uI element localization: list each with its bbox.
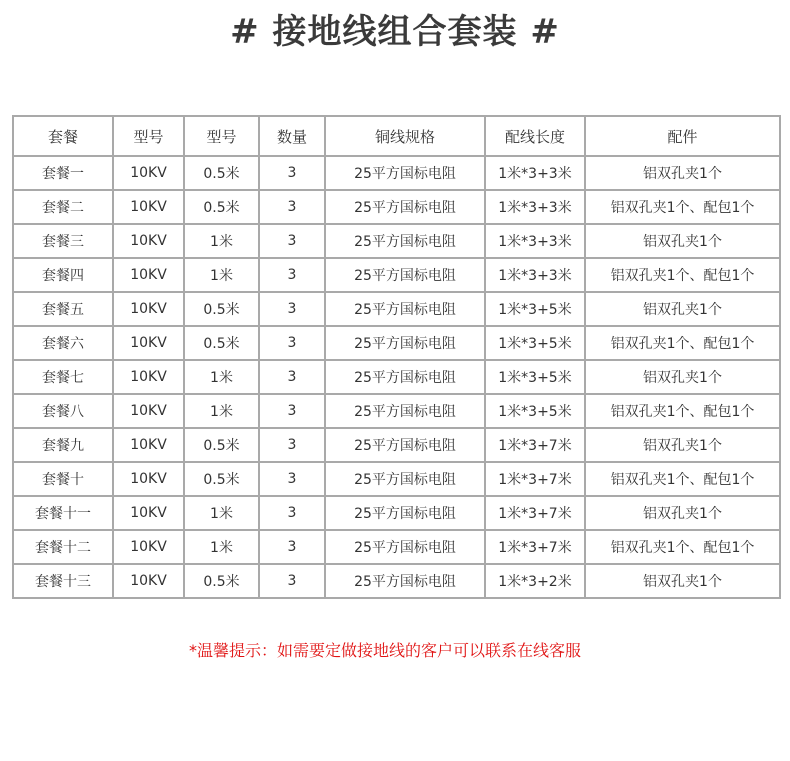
cell-package-name: 套餐九	[13, 428, 113, 462]
cell-wire-length: 1米*3+3米	[485, 190, 585, 224]
cell-package-name: 套餐十二	[13, 530, 113, 564]
cell-copper-spec: 25平方国标电阻	[325, 156, 485, 190]
cell-model-length: 1米	[184, 258, 259, 292]
cell-model-length: 0.5米	[184, 292, 259, 326]
cell-copper-spec: 25平方国标电阻	[325, 394, 485, 428]
cell-package-name: 套餐四	[13, 258, 113, 292]
cell-package-name: 套餐六	[13, 326, 113, 360]
cell-model: 10KV	[113, 360, 184, 394]
table-row	[13, 292, 780, 326]
cell-copper-spec: 25平方国标电阻	[325, 292, 485, 326]
cell-model: 10KV	[113, 258, 184, 292]
cell-accessories: 铝双孔夹1个	[585, 496, 780, 530]
cell-wire-length: 1米*3+3米	[485, 156, 585, 190]
cell-package-name: 套餐十	[13, 462, 113, 496]
cell-model: 10KV	[113, 564, 184, 598]
cell-wire-length: 1米*3+5米	[485, 360, 585, 394]
cell-package-name: 套餐八	[13, 394, 113, 428]
cell-wire-length: 1米*3+7米	[485, 462, 585, 496]
cell-accessories: 铝双孔夹1个、配包1个	[585, 462, 780, 496]
cell-copper-spec: 25平方国标电阻	[325, 190, 485, 224]
cell-model-length: 1米	[184, 394, 259, 428]
cell-wire-length: 1米*3+3米	[485, 224, 585, 258]
cell-wire-length: 1米*3+5米	[485, 394, 585, 428]
cell-copper-spec: 25平方国标电阻	[325, 258, 485, 292]
cell-accessories: 铝双孔夹1个、配包1个	[585, 326, 780, 360]
cell-model-length: 1米	[184, 360, 259, 394]
cell-wire-length: 1米*3+3米	[485, 258, 585, 292]
cell-model-length: 0.5米	[184, 326, 259, 360]
cell-package-name: 套餐十一	[13, 496, 113, 530]
cell-copper-spec: 25平方国标电阻	[325, 428, 485, 462]
table-row	[13, 156, 780, 190]
cell-model: 10KV	[113, 496, 184, 530]
cell-copper-spec: 25平方国标电阻	[325, 564, 485, 598]
cell-quantity: 3	[259, 360, 325, 394]
header-model-length: 型号	[184, 116, 259, 156]
cell-package-name: 套餐七	[13, 360, 113, 394]
cell-accessories: 铝双孔夹1个、配包1个	[585, 258, 780, 292]
table-row	[13, 564, 780, 598]
cell-accessories: 铝双孔夹1个	[585, 360, 780, 394]
cell-package-name: 套餐五	[13, 292, 113, 326]
table-row	[13, 394, 780, 428]
cell-model-length: 1米	[184, 496, 259, 530]
table-row	[13, 258, 780, 292]
cell-wire-length: 1米*3+5米	[485, 292, 585, 326]
cell-copper-spec: 25平方国标电阻	[325, 496, 485, 530]
table-body	[13, 156, 780, 598]
cell-copper-spec: 25平方国标电阻	[325, 360, 485, 394]
cell-model-length: 0.5米	[184, 564, 259, 598]
table-header-row	[13, 116, 780, 156]
cell-model: 10KV	[113, 462, 184, 496]
header-wire-length: 配线长度	[485, 116, 585, 156]
tip-note: *温馨提示：如需要定做接地线的客户可以联系在线客服	[188, 641, 581, 660]
header-copper-spec: 铜线规格	[325, 116, 485, 156]
cell-wire-length: 1米*3+7米	[485, 530, 585, 564]
header-quantity: 数量	[259, 116, 325, 156]
page-title: # 接地线组合套装 #	[230, 12, 560, 52]
cell-accessories: 铝双孔夹1个、配包1个	[585, 394, 780, 428]
cell-accessories: 铝双孔夹1个	[585, 156, 780, 190]
cell-model-length: 0.5米	[184, 462, 259, 496]
cell-accessories: 铝双孔夹1个、配包1个	[585, 530, 780, 564]
table-row	[13, 326, 780, 360]
cell-quantity: 3	[259, 530, 325, 564]
cell-quantity: 3	[259, 224, 325, 258]
cell-quantity: 3	[259, 190, 325, 224]
table-row	[13, 224, 780, 258]
cell-model: 10KV	[113, 292, 184, 326]
cell-model: 10KV	[113, 156, 184, 190]
cell-model: 10KV	[113, 394, 184, 428]
cell-model-length: 1米	[184, 530, 259, 564]
cell-model: 10KV	[113, 190, 184, 224]
cell-model-length: 0.5米	[184, 156, 259, 190]
cell-accessories: 铝双孔夹1个	[585, 564, 780, 598]
table-row	[13, 428, 780, 462]
header-package: 套餐	[13, 116, 113, 156]
cell-model-length: 0.5米	[184, 190, 259, 224]
cell-copper-spec: 25平方国标电阻	[325, 224, 485, 258]
table-row	[13, 360, 780, 394]
cell-model: 10KV	[113, 428, 184, 462]
cell-quantity: 3	[259, 156, 325, 190]
cell-copper-spec: 25平方国标电阻	[325, 530, 485, 564]
cell-quantity: 3	[259, 258, 325, 292]
cell-quantity: 3	[259, 428, 325, 462]
header-model: 型号	[113, 116, 184, 156]
cell-package-name: 套餐二	[13, 190, 113, 224]
cell-model-length: 1米	[184, 224, 259, 258]
cell-quantity: 3	[259, 462, 325, 496]
cell-wire-length: 1米*3+7米	[485, 496, 585, 530]
table-row	[13, 462, 780, 496]
table-row	[13, 190, 780, 224]
cell-package-name: 套餐一	[13, 156, 113, 190]
cell-accessories: 铝双孔夹1个	[585, 224, 780, 258]
cell-copper-spec: 25平方国标电阻	[325, 326, 485, 360]
cell-accessories: 铝双孔夹1个	[585, 292, 780, 326]
cell-accessories: 铝双孔夹1个、配包1个	[585, 190, 780, 224]
cell-model: 10KV	[113, 326, 184, 360]
package-table	[12, 115, 781, 599]
cell-accessories: 铝双孔夹1个	[585, 428, 780, 462]
cell-model: 10KV	[113, 224, 184, 258]
cell-copper-spec: 25平方国标电阻	[325, 462, 485, 496]
cell-wire-length: 1米*3+5米	[485, 326, 585, 360]
cell-quantity: 3	[259, 394, 325, 428]
cell-wire-length: 1米*3+7米	[485, 428, 585, 462]
header-accessories: 配件	[585, 116, 780, 156]
cell-quantity: 3	[259, 496, 325, 530]
cell-wire-length: 1米*3+2米	[485, 564, 585, 598]
table-row	[13, 496, 780, 530]
cell-quantity: 3	[259, 326, 325, 360]
cell-quantity: 3	[259, 564, 325, 598]
cell-model: 10KV	[113, 530, 184, 564]
cell-package-name: 套餐三	[13, 224, 113, 258]
cell-package-name: 套餐十三	[13, 564, 113, 598]
table-row	[13, 530, 780, 564]
cell-model-length: 0.5米	[184, 428, 259, 462]
cell-quantity: 3	[259, 292, 325, 326]
